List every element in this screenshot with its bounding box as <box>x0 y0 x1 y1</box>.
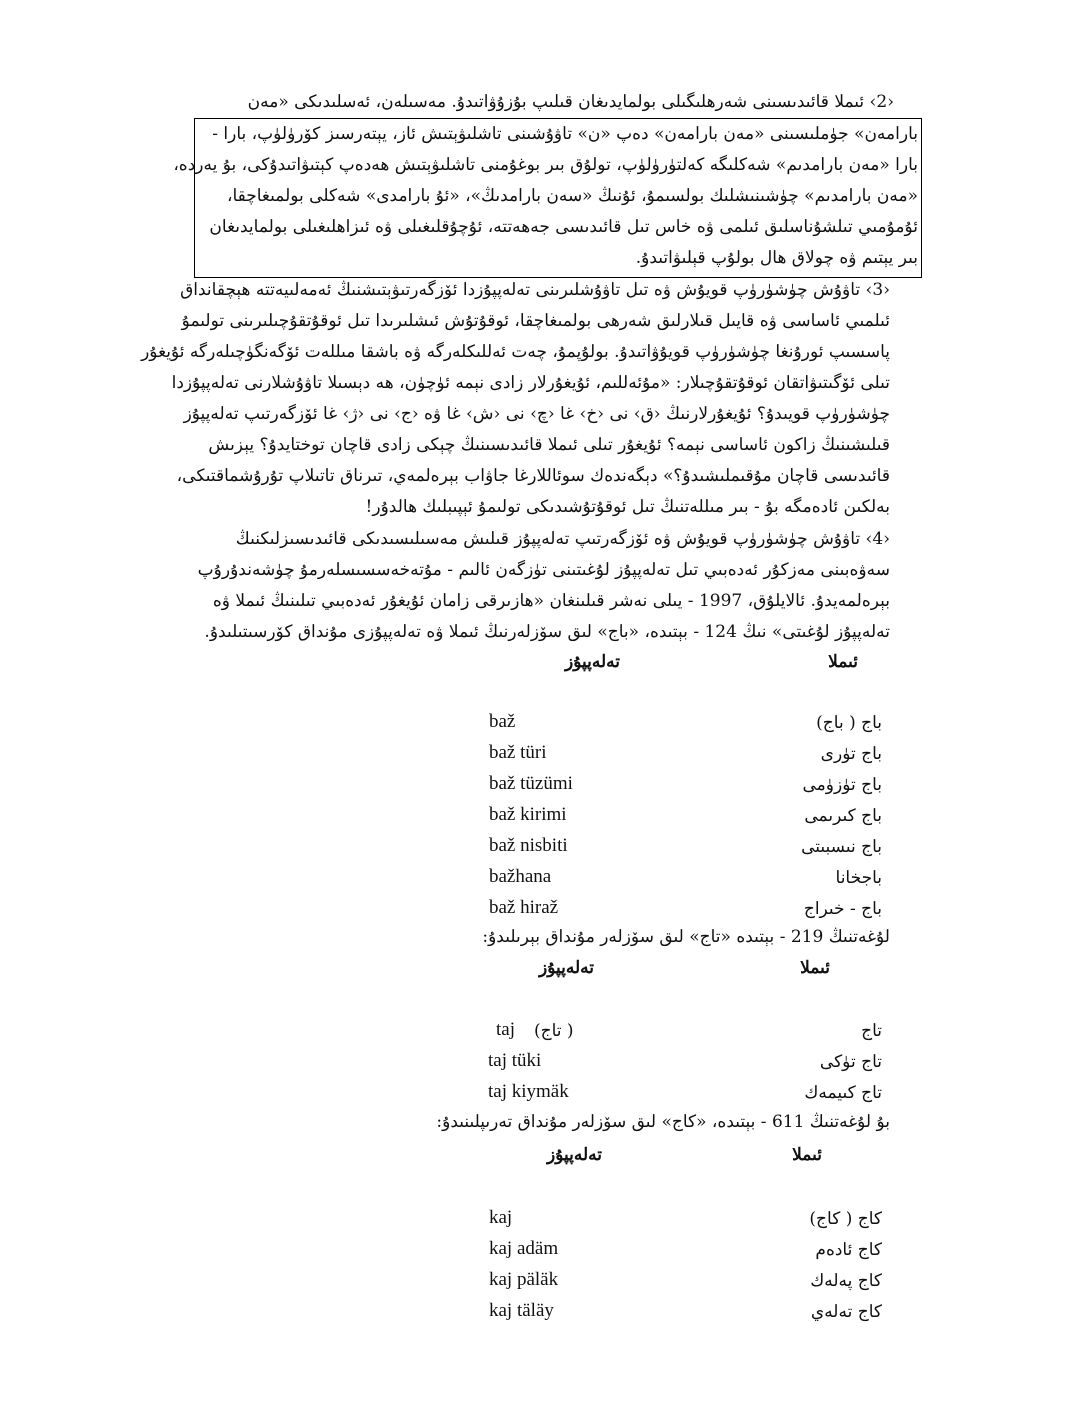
paragraph-2-line: «مەن بارامدىم» چۈشىنىشلىك بولسىمۇ، ئۇنىڭ «سەن بارامدىڭ»، «ئۇ بارامدى» شەكلى بولمىغاچقا، <box>226 186 918 206</box>
table-row-latin: baž tüzümi <box>489 773 573 794</box>
table-row-latin: kaj adäm <box>489 1238 559 1259</box>
table-row-latin: baž hiraž <box>489 897 559 918</box>
paragraph-3-line: قىلىشىنىڭ زاكون ئاساسى نېمە؟ ئۇيغۇر تىلى ئىملا قائىدىسىنىڭ چېكى زادى قاچان توختايدۇ؟ يېزىش <box>208 435 890 455</box>
paragraph-3-line: قائىدىسى قاچان مۇقىملىشىدۇ؟» دېگەندەك سوئاللارغا جاۋاب بېرەلمەي، تىرناق تاتىلاپ تۇرۇشماقتىكى، <box>176 466 890 486</box>
table-row-uyghur: كاج ئادەم <box>815 1240 882 1260</box>
table-row-latin: baž nisbiti <box>489 835 568 856</box>
table-row-uyghur: باج تۈزۈمى <box>802 775 882 795</box>
paragraph-3-line: بەلكىن ئادەمگە بۇ - بىر مىللەتنىڭ تىل ئوقۇتۇشىدىكى تولىمۇ ئېپىبلىك ھالدۇر! <box>365 497 890 517</box>
paragraph-2-line: بارا «مەن بارامدىم» شەكلىگە كەلتۈرۈلۈپ، تولۇق بىر بوغۇمنى تاشلىۋېتىش ھەدەپ كېتىۋاتىدۇكى، بۇ يەردە، <box>173 155 918 175</box>
paragraph-4-line: بېرەلمەيدۇ. ئالايلۇق، 1997 - يىلى نەشر قىلىنغان «ھازىرقى زامان ئۇيغۇر ئەدەبىي تىلىنىڭ ئىملا ۋە <box>212 591 890 611</box>
header-imla: ئىملا <box>800 958 830 978</box>
intro-taj: لۇغەتنىڭ 219 - بېتىدە «تاج» لىق سۆزلەر مۇنداق بېرىلىدۇ: <box>482 927 890 947</box>
header-imla: ئىملا <box>828 652 858 672</box>
table-row-uyghur: باج نىسبىتى <box>801 837 882 857</box>
intro-kaj: بۇ لۇغەتنىڭ 611 - بېتىدە، «كاج» لىق سۆزلەر مۇنداق تەرىپلىنىدۇ: <box>436 1112 890 1132</box>
paragraph-3-line: پاسسىپ ئورۇنغا چۈشۈرۈپ قويۇۋاتىدۇ. بولۇپمۇ، چەت ئەللىكلەرگە ۋە باشقا مىللەت ئۆگەنگۈچىلەرگە ئۇيغۇر <box>141 342 890 362</box>
table-row-latin: taj kiymäk <box>488 1081 569 1102</box>
table-row-latin: kaj <box>489 1207 513 1228</box>
paragraph-3-line: تىلى ئۆگىتىۋاتقان ئوقۇتقۇچىلار: «مۇئەللىم، ئۇيغۇرلار زادى نېمە ئۈچۈن، ھە دېسىلا تاۋۇشلارنى تەلەپپۇزدا <box>171 373 890 393</box>
table-row-uyghur: كاج ( كاج) <box>809 1209 882 1229</box>
table-row-uyghur: باجخانا <box>835 868 882 888</box>
table-row-latin: baž <box>489 711 516 732</box>
header-talappuz: تەلەپپۇز <box>547 1145 602 1165</box>
paragraph-2-line: بىر يېتىم ۋە چولاق ھال بولۇپ قېلىۋاتىدۇ. <box>635 248 918 268</box>
table-row-latin: taj tüki <box>488 1050 542 1071</box>
table-row-uyghur: تاج تۈكى <box>819 1052 882 1072</box>
table-row-uyghur: كاج تەلەي <box>810 1302 882 1322</box>
table-row-latin: kaj täläy <box>489 1300 554 1321</box>
table-row-uyghur: تاج كىيمەك <box>804 1083 882 1103</box>
paragraph-2-line: ‹2› ئىملا قائىدىسىنى شەرھلىگىلى بولمايدىغان قىلىپ بۇزۇۋاتىدۇ. مەسىلەن، ئەسلىدىكى «مەن <box>247 92 894 112</box>
table-row-latin: kaj päläk <box>489 1269 559 1290</box>
header-imla: ئىملا <box>792 1145 822 1165</box>
header-talappuz: تەلەپپۇز <box>565 652 620 672</box>
table-row-latin: bažhana <box>489 866 552 887</box>
table-row-latin: baž türi <box>489 742 547 763</box>
table-row-uyghur: باج - خىراج <box>803 899 882 919</box>
paragraph-4-line: تەلەپپۇز لۇغىتى» نىڭ 124 - بېتىدە، «باج» لىق سۆزلەرنىڭ ئىملا ۋە تەلەپپۇزى مۇنداق كۆرسىتىلىدۇ. <box>204 622 890 642</box>
table-row-latin: baž kirimi <box>489 804 567 825</box>
table-row-uyghur: باج كىرىمى <box>804 806 882 826</box>
table-row-uyghur: كاج پەلەك <box>810 1271 882 1291</box>
paragraph-4-line: ‹4› تاۋۇش چۈشۈرۈپ قويۇش ۋە ئۆزگەرتىپ تەلەپپۇز قىلىش مەسىلىسىدىكى قائىدىسىزلىكنىڭ <box>235 529 890 549</box>
table-row-uyghur: تاج <box>861 1021 882 1041</box>
table-row-uyghur: باج ( باج) <box>816 713 882 733</box>
paragraph-2-line: ئۇمۇمىي تىلشۇناسلىق ئىلمى ۋە خاس تىل قائىدىسى جەھەتتە، ئۇچۇقلىغىلى ۋە ئىزاھلىغىلى بولمايدىغان <box>209 217 918 237</box>
table-row-latin: taj <box>496 1019 515 1040</box>
paragraph-2-line: بارامەن» جۈملىسىنى «مەن بارامەن» دەپ «ن» تاۋۇشىنى تاشلىۋېتىش ئاز، يېتەرسىز كۆرۈلۈپ، بارا - <box>212 124 918 144</box>
paragraph-3-line: ئىلمىي ئاساسى ۋە قايىل قىلارلىق شەرھى بولمىغاچقا، ئوقۇتۇش ئىشلىرىدا تىل ئوقۇتقۇچىلىرىنى تولىمۇ <box>181 311 890 331</box>
table-row-uyghur: باج تۈرى <box>820 744 882 764</box>
header-talappuz: تەلەپپۇز <box>539 958 594 978</box>
paragraph-3-line: چۈشۈرۈپ قويىدۇ؟ ئۇيغۇرلارنىڭ ‹ق› نى ‹خ› غا ‹چ› نى ‹ش› غا ۋە ‹ج› نى ‹ژ› غا ئۆزگەرتىپ تەلەپپۇز <box>183 404 890 424</box>
paragraph-4-line: سەۋەبىنى مەزكۇر ئەدەبىي تىل تەلەپپۇز لۇغىتىنى تۈزگەن ئالىم - مۇتەخەسسىسلەرمۇ چۈشەندۇرۇپ <box>197 560 890 580</box>
table-row-alt-spelling: ( تاج) <box>534 1021 574 1041</box>
paragraph-3-line: ‹3› تاۋۇش چۈشۈرۈپ قويۇش ۋە تىل تاۋۇشلىرىنى تەلەپپۇزدا ئۆزگەرتىۋېتىشنىڭ ئەمەلىيەتتە ھېچقانداق <box>180 280 890 300</box>
